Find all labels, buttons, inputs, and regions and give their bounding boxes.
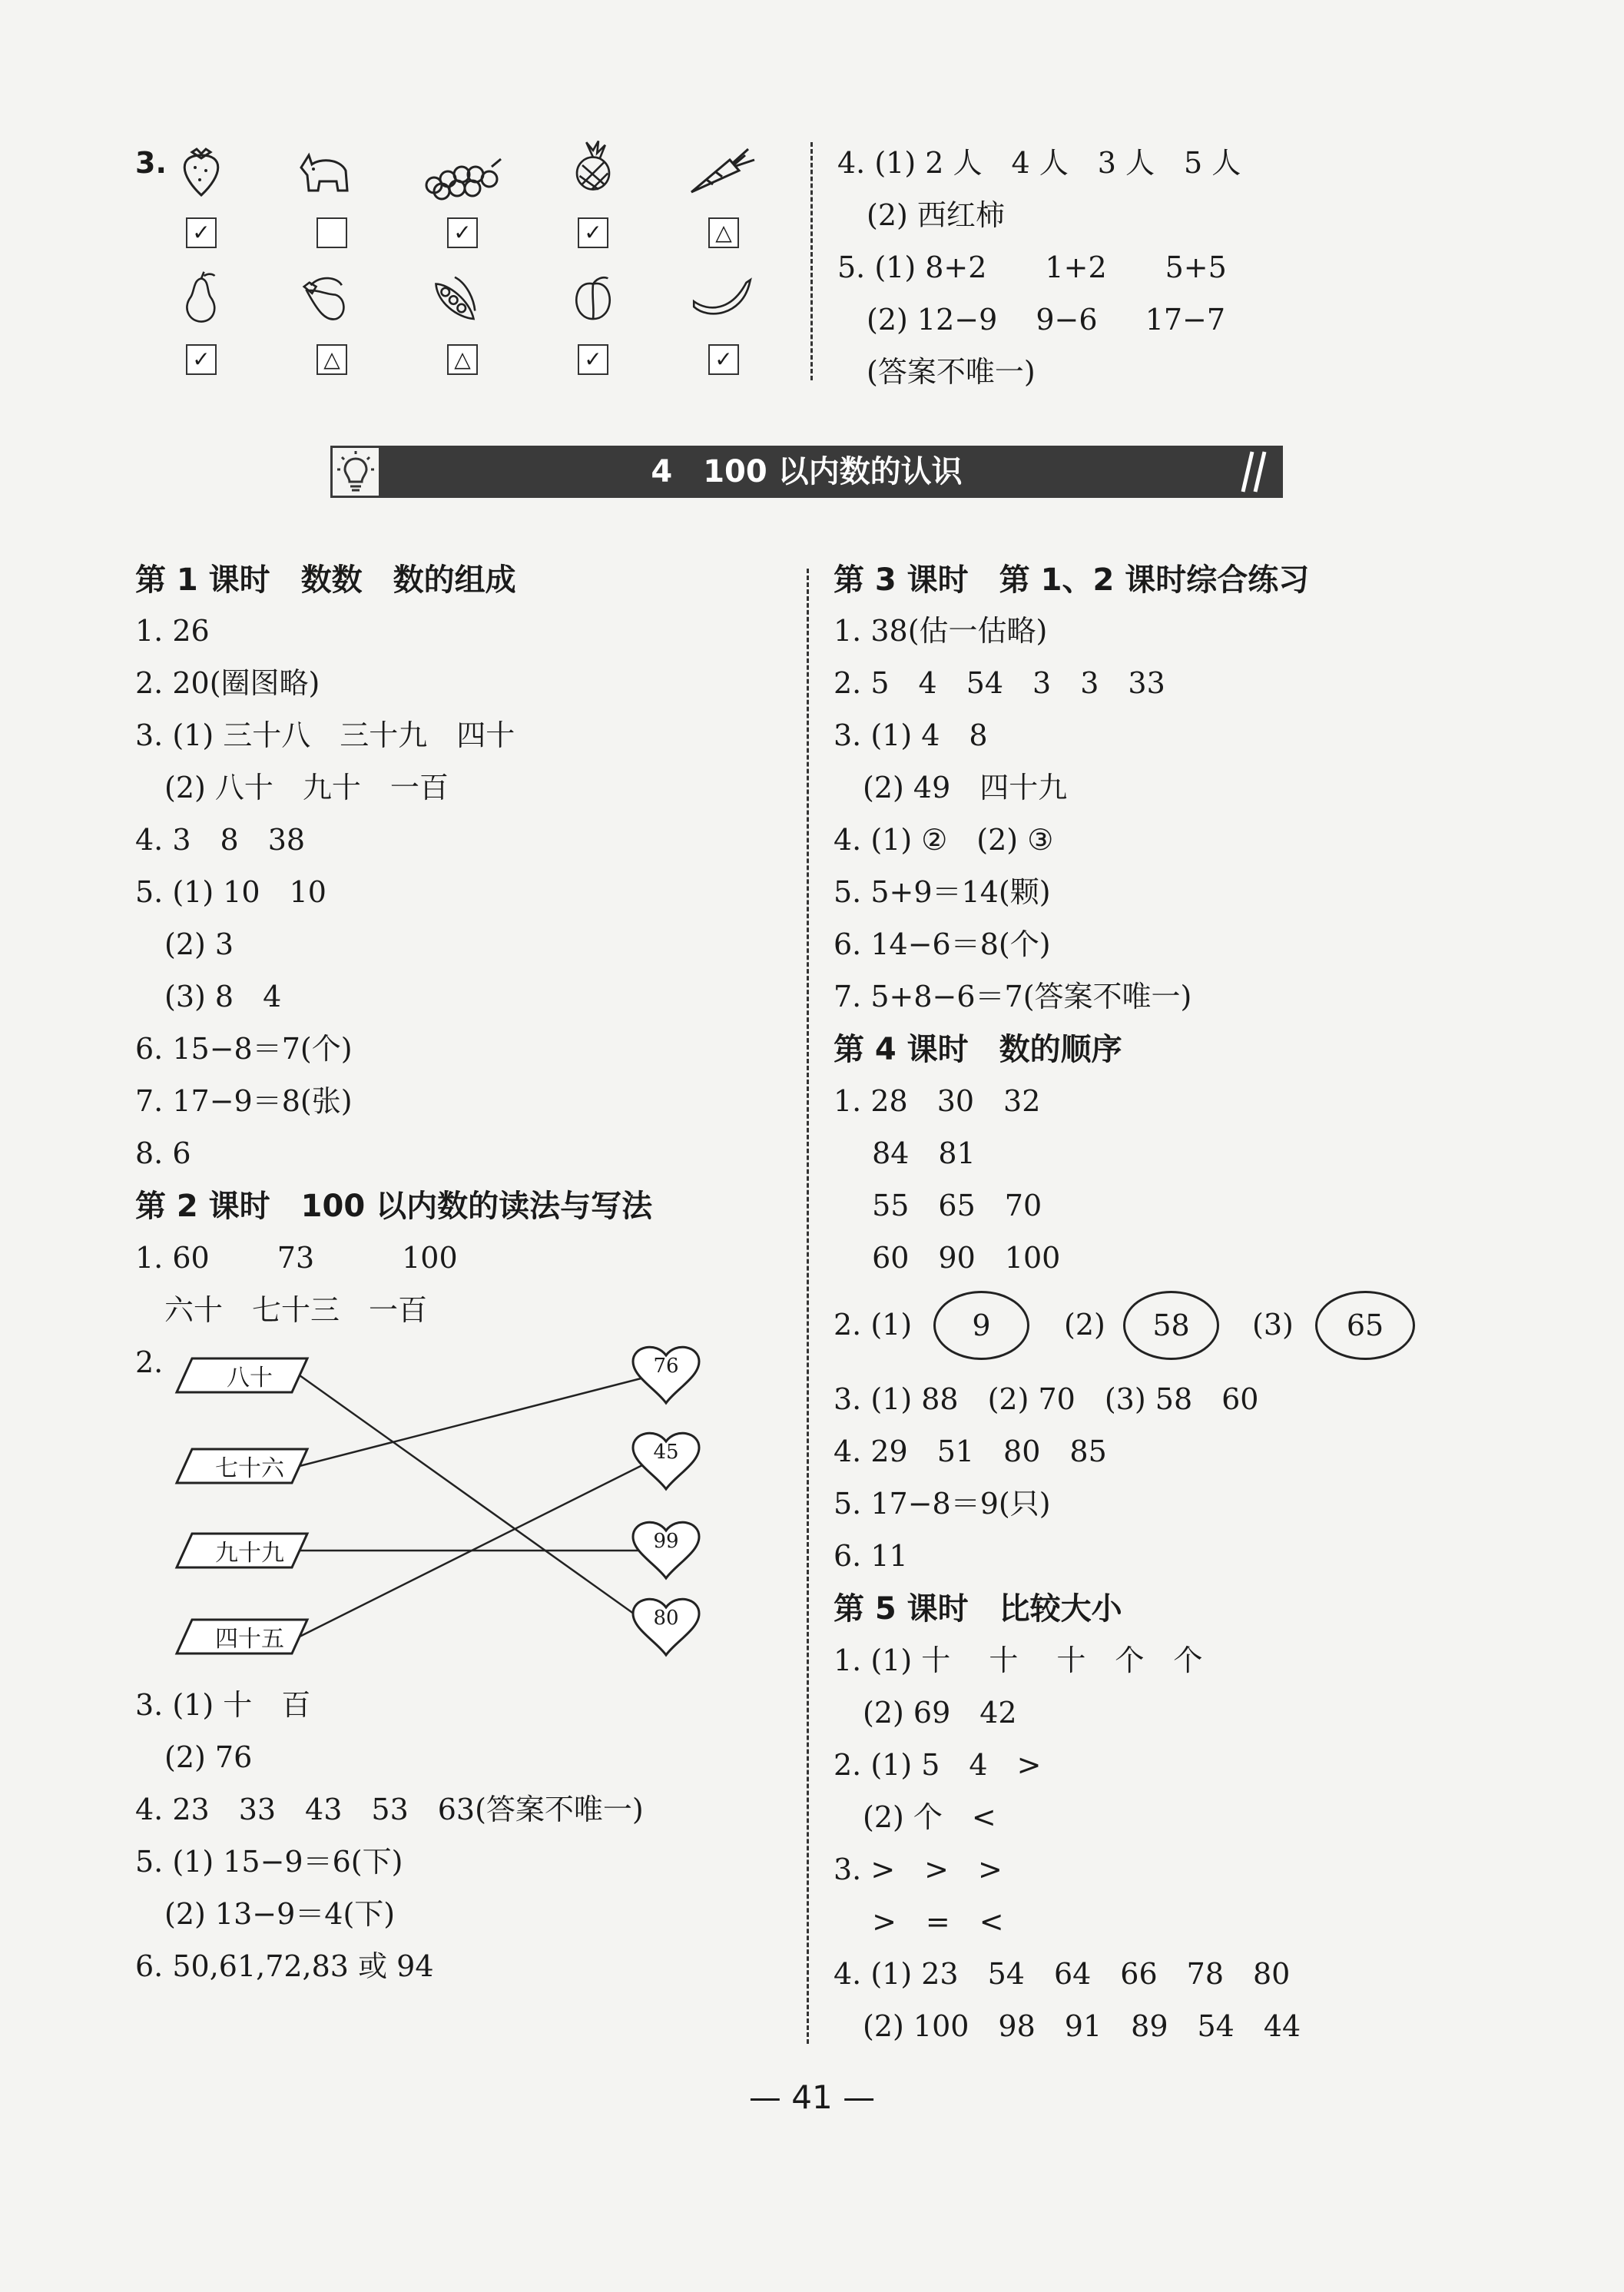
answer-line: 2. 5 4 54 3 3 33 [834, 666, 1165, 700]
check-box: ✓ [708, 344, 739, 375]
answer-line: (2) 西红柿 [837, 198, 1005, 232]
lesson1-title: 第 1 课时 数数 数的组成 [135, 562, 516, 598]
q3-label: 3. [135, 146, 167, 180]
check-box: ✓ [186, 344, 217, 375]
check-box [317, 217, 347, 248]
match-line [300, 1460, 653, 1637]
answer-line: 1. (1) 十 十 十 个 个 [834, 1644, 1203, 1677]
answer-line: 1. 26 [135, 614, 210, 648]
rhino-icon [293, 144, 355, 198]
pineapple-icon [562, 138, 624, 192]
eggplant-icon [293, 270, 355, 324]
strawberry-icon [171, 144, 232, 198]
match-right-label: 76 [653, 1355, 679, 1378]
match-left-label: 八十 [227, 1365, 273, 1391]
answer-oval: 9 [933, 1291, 1029, 1360]
banana-icon [684, 270, 761, 324]
lesson5-title: 第 5 课时 比较大小 [834, 1591, 1122, 1627]
answer-line: 7. 5+8−6＝7(答案不唯一) [834, 980, 1192, 1013]
page-number: — 41 — [748, 2078, 876, 2116]
answer-oval: 65 [1315, 1291, 1415, 1360]
answer-line: 1. 38(估一估略) [834, 614, 1048, 648]
answer-line: (答案不唯一) [837, 355, 1036, 389]
answer-line: (2) 12−9 9−6 17−7 [837, 303, 1226, 337]
lesson2-title: 第 2 课时 100 以内数的读法与写法 [135, 1189, 653, 1224]
answer-line: 5. 5+9＝14(颗) [834, 875, 1051, 909]
answer-line: 8. 6 [135, 1136, 191, 1170]
answer-line: 3. (1) 88 (2) 70 (3) 58 60 [834, 1382, 1259, 1416]
q2-label: 2. (1) [834, 1308, 913, 1342]
answer-line: 3. (1) 三十八 三十九 四十 [135, 718, 515, 752]
answer-line: 4. 23 33 43 53 63(答案不唯一) [135, 1793, 644, 1826]
answer-line: 6. 14−6＝8(个) [834, 927, 1051, 961]
column-divider [807, 569, 809, 2044]
decorative-slashes [1229, 449, 1268, 495]
answer-line: (2) 3 [135, 927, 234, 961]
answer-line: (2) 76 [135, 1740, 253, 1774]
match-line [300, 1375, 653, 1627]
check-box: △ [447, 344, 478, 375]
answer-line: 60 90 100 [834, 1241, 1061, 1275]
answer-line: 5. 17−8＝9(只) [834, 1487, 1051, 1521]
answer-line: > = < [834, 1905, 1004, 1939]
answer-line: 2. 20(圈图略) [135, 666, 320, 700]
answer-oval: 58 [1123, 1291, 1219, 1360]
match-right-label: 99 [653, 1530, 679, 1553]
answer-line: (2) 八十 九十 一百 [135, 771, 449, 804]
check-box: △ [708, 217, 739, 248]
answer-line: 84 81 [834, 1136, 976, 1170]
answer-line: 4. 3 8 38 [135, 823, 306, 857]
check-box: ✓ [578, 217, 608, 248]
match-left-label: 七十六 [215, 1455, 284, 1482]
answer-line: (2) 个 < [834, 1800, 996, 1834]
answer-line: (2) 100 98 91 89 54 44 [834, 2009, 1301, 2043]
carrot-icon [684, 144, 761, 198]
lesson4-title: 第 4 课时 数的顺序 [834, 1032, 1122, 1067]
lesson3-title: 第 3 课时 第 1、2 课时综合练习 [834, 562, 1310, 598]
match-line [300, 1375, 653, 1466]
peach-icon [562, 270, 624, 324]
match-right-label: 80 [653, 1607, 679, 1630]
section-title: 4 100 以内数的认识 [651, 454, 963, 489]
pear-icon [171, 270, 232, 324]
match-left-label: 九十九 [215, 1540, 284, 1567]
answer-line: 5. (1) 15−9＝6(下) [135, 1845, 403, 1879]
answer-line: 3. (1) 4 8 [834, 718, 988, 752]
grapes-icon [423, 152, 507, 206]
answer-line: 六十 七十三 一百 [135, 1293, 428, 1327]
match-right-label: 45 [653, 1441, 679, 1464]
answer-line: 4. 29 51 80 85 [834, 1435, 1107, 1468]
answer-line: 4. (1) ② (2) ③ [834, 823, 1054, 857]
q2-part-label: (2) [1064, 1308, 1105, 1342]
answer-line: 2. (1) 5 4 > [834, 1748, 1042, 1782]
check-box: ✓ [447, 217, 478, 248]
answer-line: (3) 8 4 [135, 980, 282, 1013]
answer-line: (2) 13−9＝4(下) [135, 1897, 396, 1931]
answer-line: (2) 49 四十九 [834, 771, 1068, 804]
q2-part-label: (3) [1252, 1308, 1294, 1342]
answer-line: 3. > > > [834, 1853, 1003, 1886]
section-banner [330, 446, 1283, 498]
q2-label: 2. [135, 1345, 164, 1379]
answer-line: 6. 50,61,72,83 或 94 [135, 1949, 434, 1983]
column-divider [810, 142, 813, 380]
answer-line: 55 65 70 [834, 1189, 1042, 1222]
answer-line: 7. 17−9＝8(张) [135, 1084, 353, 1118]
answer-line: 3. (1) 十 百 [135, 1688, 311, 1722]
check-box: ✓ [578, 344, 608, 375]
peas-icon [424, 270, 486, 324]
answer-line: 6. 15−8＝7(个) [135, 1032, 353, 1066]
answer-line: 1. 28 30 32 [834, 1084, 1041, 1118]
answer-line: 5. (1) 8+2 1+2 5+5 [837, 250, 1227, 284]
check-box: △ [317, 344, 347, 375]
answer-line: 6. 11 [834, 1539, 908, 1573]
answer-line: 4. (1) 23 54 64 66 78 80 [834, 1957, 1291, 1991]
check-box: ✓ [186, 217, 217, 248]
answer-line: 4. (1) 2 人 4 人 3 人 5 人 [837, 146, 1241, 180]
answer-line: 5. (1) 10 10 [135, 875, 326, 909]
answer-line: 1. 60 73 100 [135, 1241, 458, 1275]
answer-line: (2) 69 42 [834, 1696, 1017, 1730]
match-left-label: 四十五 [215, 1626, 284, 1653]
